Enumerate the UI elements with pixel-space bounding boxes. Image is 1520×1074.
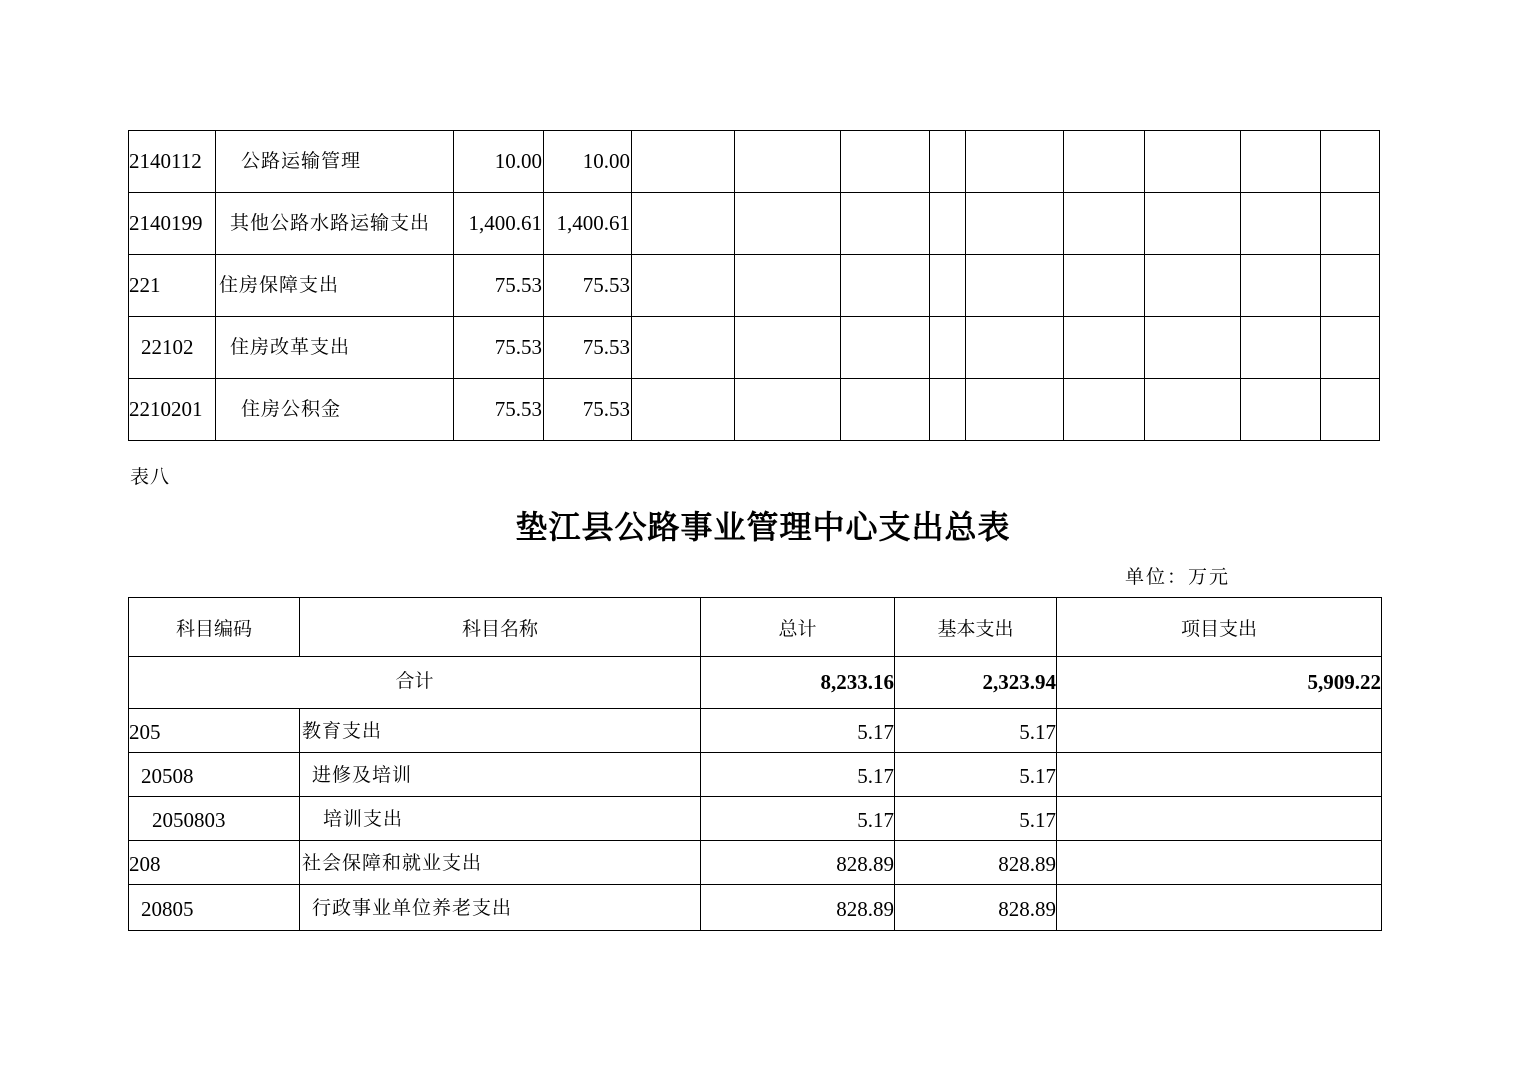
empty-cell (1241, 379, 1321, 441)
basic-cell: 5.17 (895, 797, 1057, 841)
subject-name: 其他公路水路运输支出 (216, 193, 454, 255)
continued-expenditure-table (128, 130, 1380, 441)
empty-cell (1321, 131, 1380, 193)
empty-cell (735, 255, 841, 317)
amount-cell: 10.00 (544, 131, 632, 193)
empty-cell (632, 379, 735, 441)
empty-cell (966, 255, 1064, 317)
subject-name: 住房公积金 (216, 379, 454, 441)
total-cell: 828.89 (701, 885, 895, 931)
empty-cell (1145, 255, 1241, 317)
empty-cell (966, 131, 1064, 193)
subject-code: 221 (129, 255, 216, 317)
empty-cell (1321, 379, 1380, 441)
header-project-expenditure: 项目支出 (1057, 598, 1382, 657)
empty-cell (1064, 131, 1145, 193)
empty-cell (930, 255, 966, 317)
amount-cell: 10.00 (454, 131, 544, 193)
table-header-row (129, 598, 1382, 657)
table-row (129, 193, 1380, 255)
empty-cell (966, 193, 1064, 255)
empty-cell (966, 379, 1064, 441)
total-label: 合计 (129, 657, 701, 709)
total-cell: 5.17 (701, 709, 895, 753)
total-cell: 5.17 (701, 753, 895, 797)
total-cell: 5.17 (701, 797, 895, 841)
amount-cell: 1,400.61 (454, 193, 544, 255)
subject-name: 住房改革支出 (216, 317, 454, 379)
subject-name: 培训支出 (300, 797, 701, 841)
empty-cell (632, 193, 735, 255)
table-row (129, 131, 1380, 193)
amount-cell: 75.53 (544, 255, 632, 317)
header-total: 总计 (701, 598, 895, 657)
empty-cell (1241, 131, 1321, 193)
subject-code: 2210201 (129, 379, 216, 441)
subject-code: 2140199 (129, 193, 216, 255)
table-row (129, 379, 1380, 441)
subject-name: 住房保障支出 (216, 255, 454, 317)
empty-cell (841, 255, 930, 317)
empty-cell (632, 317, 735, 379)
empty-cell (1321, 255, 1380, 317)
empty-cell (632, 255, 735, 317)
subject-name: 公路运输管理 (216, 131, 454, 193)
table-row (129, 753, 1382, 797)
subject-code: 20805 (129, 885, 300, 931)
empty-cell (1064, 379, 1145, 441)
empty-cell (735, 193, 841, 255)
empty-cell (1321, 317, 1380, 379)
amount-cell: 75.53 (454, 317, 544, 379)
empty-cell (735, 317, 841, 379)
table-number-label: 表八 (130, 466, 171, 488)
table-row (129, 885, 1382, 931)
subject-name: 社会保障和就业支出 (300, 841, 701, 885)
unit-label: 单位：万元 (1125, 566, 1231, 588)
empty-cell (1145, 131, 1241, 193)
amount-cell: 1,400.61 (544, 193, 632, 255)
empty-cell (1241, 193, 1321, 255)
subject-name: 进修及培训 (300, 753, 701, 797)
project-cell (1057, 885, 1382, 931)
empty-cell (841, 317, 930, 379)
empty-cell (1241, 317, 1321, 379)
empty-cell (841, 131, 930, 193)
amount-cell: 75.53 (454, 255, 544, 317)
total-basic-amount: 2,323.94 (895, 657, 1057, 709)
total-amount: 8,233.16 (701, 657, 895, 709)
empty-cell (930, 379, 966, 441)
project-cell (1057, 753, 1382, 797)
empty-cell (1064, 255, 1145, 317)
empty-cell (735, 379, 841, 441)
total-project-amount: 5,909.22 (1057, 657, 1382, 709)
table-row (129, 255, 1380, 317)
subject-code: 2050803 (129, 797, 300, 841)
header-subject-code: 科目编码 (129, 598, 300, 657)
empty-cell (1145, 379, 1241, 441)
project-cell (1057, 709, 1382, 753)
empty-cell (930, 131, 966, 193)
empty-cell (1321, 193, 1380, 255)
subject-code: 20508 (129, 753, 300, 797)
empty-cell (841, 193, 930, 255)
table-row (129, 841, 1382, 885)
subject-name: 行政事业单位养老支出 (300, 885, 701, 931)
empty-cell (966, 317, 1064, 379)
expenditure-summary-table (128, 597, 1382, 931)
empty-cell (1145, 193, 1241, 255)
empty-cell (1064, 317, 1145, 379)
empty-cell (841, 379, 930, 441)
subject-code: 2140112 (129, 131, 216, 193)
basic-cell: 5.17 (895, 709, 1057, 753)
header-subject-name: 科目名称 (300, 598, 701, 657)
empty-cell (735, 131, 841, 193)
subject-code: 22102 (129, 317, 216, 379)
total-cell: 828.89 (701, 841, 895, 885)
table-row (129, 797, 1382, 841)
basic-cell: 828.89 (895, 885, 1057, 931)
project-cell (1057, 841, 1382, 885)
table-row (129, 317, 1380, 379)
total-row (129, 657, 1382, 709)
empty-cell (1145, 317, 1241, 379)
subject-code: 205 (129, 709, 300, 753)
amount-cell: 75.53 (544, 317, 632, 379)
empty-cell (1241, 255, 1321, 317)
page-title: 垫江县公路事业管理中心支出总表 (515, 508, 1011, 546)
empty-cell (1064, 193, 1145, 255)
basic-cell: 5.17 (895, 753, 1057, 797)
basic-cell: 828.89 (895, 841, 1057, 885)
empty-cell (930, 317, 966, 379)
amount-cell: 75.53 (454, 379, 544, 441)
subject-name: 教育支出 (300, 709, 701, 753)
empty-cell (632, 131, 735, 193)
empty-cell (930, 193, 966, 255)
project-cell (1057, 797, 1382, 841)
subject-code: 208 (129, 841, 300, 885)
amount-cell: 75.53 (544, 379, 632, 441)
header-basic-expenditure: 基本支出 (895, 598, 1057, 657)
table-row (129, 709, 1382, 753)
